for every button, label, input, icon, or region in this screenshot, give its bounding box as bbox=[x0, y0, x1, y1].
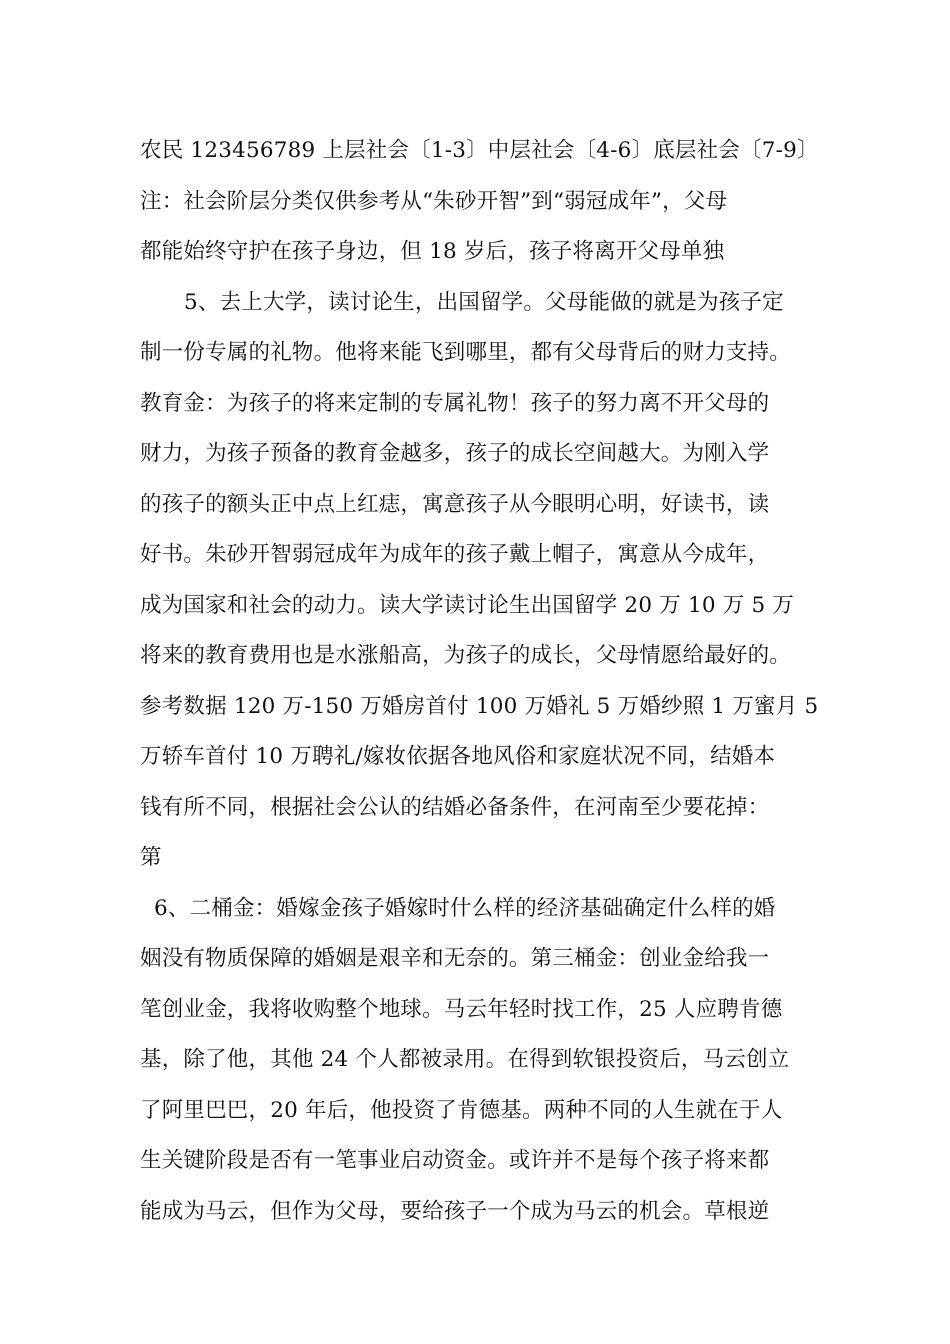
text-line: 笔创业金，我将收购整个地球。马云年轻时找工作，25 人应聘肯德 bbox=[140, 996, 783, 1022]
text-line: 生关键阶段是否有一笔事业启动资金。或许并不是每个孩子将来都 bbox=[140, 1148, 770, 1173]
body-text bbox=[140, 126, 830, 1237]
text-line: 5、去上大学，读讨论生，出国留学。父母能做的就是为孩子定 bbox=[184, 289, 784, 315]
text-line: 成为国家和社会的动力。读大学读讨论生出国留学 20 万 10 万 5 万 bbox=[140, 592, 795, 618]
text-line: 能成为马云，但作为父母，要给孩子一个成为马云的机会。草根逆 bbox=[140, 1198, 770, 1224]
text-line: 的孩子的额头正中点上红痣，寓意孩子从今眼明心明，好读书，读 bbox=[140, 491, 770, 517]
text-line: 基，除了他，其他 24 个人都被录用。在得到软银投资后，马云创立 bbox=[140, 1047, 790, 1072]
text-line: 制一份专属的礼物。他将来能飞到哪里，都有父母背后的财力支持。 bbox=[140, 340, 792, 365]
text-line: 了阿里巴巴，20 年后，他投资了肯德基。两种不同的人生就在于人 bbox=[140, 1097, 783, 1123]
text-line: 万轿车首付 10 万聘礼/嫁妆依据各地风俗和家庭状况不同，结婚本 bbox=[140, 744, 776, 769]
text-line: 参考数据 120 万-150 万婚房首付 100 万婚礼 5 万婚纱照 1 万蜜月 5 bbox=[140, 693, 819, 719]
text-line: 注：社会阶层分类仅供参考从“朱砂开智”到“弱冠成年”，父母 bbox=[140, 188, 728, 214]
text-line: 好书。朱砂开智弱冠成年为成年的孩子戴上帽子，寓意从今成年， bbox=[140, 542, 770, 567]
text-line: 钱有所不同，根据社会公认的结婚必备条件，在河南至少要花掉： bbox=[140, 794, 770, 820]
text-line: 第 bbox=[140, 845, 162, 870]
text-line: 都能始终守护在孩子身边，但 18 岁后，孩子将离开父母单独 bbox=[140, 239, 725, 264]
text-line: 财力，为孩子预备的教育金越多，孩子的成长空间越大。为刚入学 bbox=[140, 441, 770, 466]
text-line: 姻没有物质保障的婚姻是艰辛和无奈的。第三桶金：创业金给我一 bbox=[140, 946, 770, 971]
text-line: 将来的教育费用也是水涨船高，为孩子的成长，父母情愿给最好的。 bbox=[140, 643, 792, 668]
text-line: 6、二桶金：婚嫁金孩子婚嫁时什么样的经济基础确定什么样的婚 bbox=[154, 895, 776, 921]
text-line: 教育金：为孩子的将来定制的专属礼物！孩子的努力离不开父母的 bbox=[140, 390, 770, 416]
text-line: 农民 123456789 上层社会〔1-3〕中层社会〔4-6〕底层社会〔7-9〕 bbox=[140, 138, 819, 163]
